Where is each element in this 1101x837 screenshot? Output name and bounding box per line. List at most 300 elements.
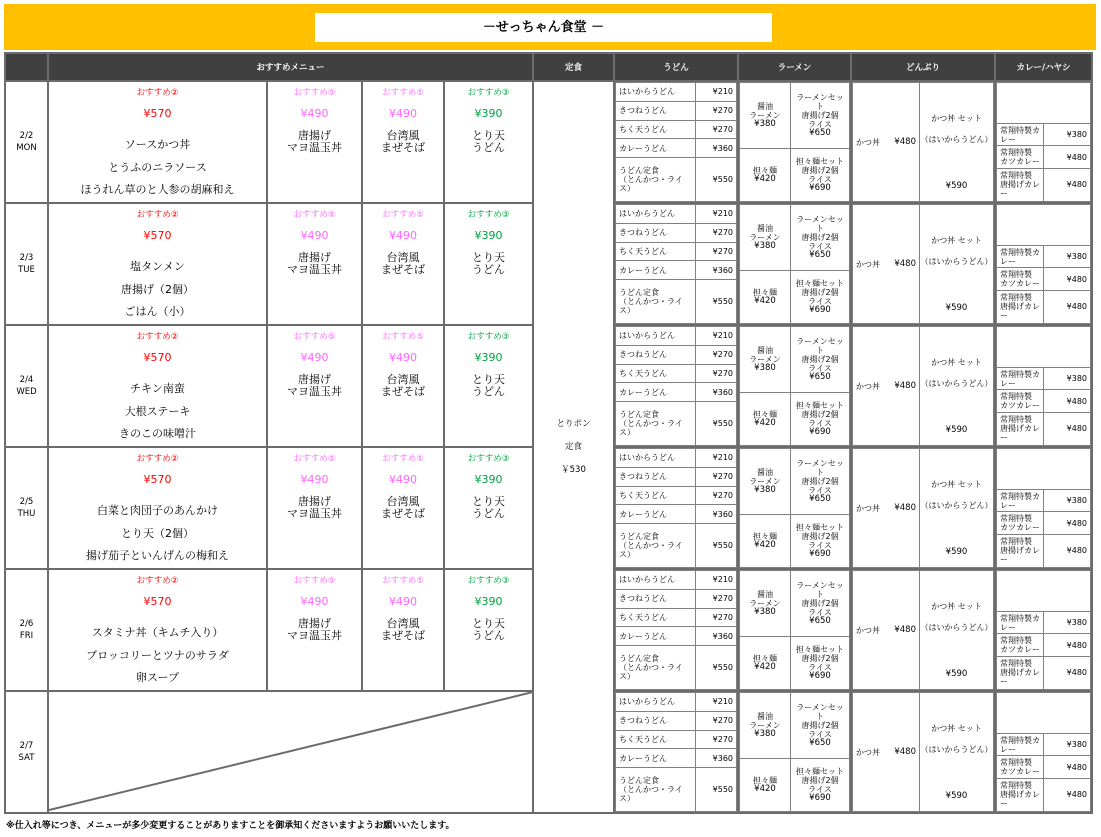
donburi-list [852, 692, 994, 812]
ramen-shoyu-l2: ラーメン [749, 232, 781, 242]
udon-price: ¥360 [696, 749, 737, 768]
recommend-side [268, 205, 361, 323]
header-teishoku: 定食 [533, 53, 614, 81]
recommend-side-cell [362, 325, 444, 447]
recommend-side-name [363, 130, 443, 154]
recommend-side [363, 449, 443, 567]
curry-price: ¥480 [1044, 146, 1091, 168]
udon-price: ¥210 [696, 693, 737, 712]
udon-cell [614, 691, 738, 813]
curry-name-line1: 常翔特製 [1000, 514, 1032, 524]
curry-row [997, 656, 1091, 689]
udon-price: ¥270 [696, 711, 737, 730]
ramen-cell [738, 81, 851, 203]
udon-row [616, 402, 737, 446]
ramen-shoyu-price: ¥380 [754, 728, 776, 739]
katsudon-set-name: かつ丼 セット [931, 114, 982, 123]
recommend-side-price: ¥490 [389, 595, 417, 608]
curry-row [997, 290, 1091, 323]
katsudon-line [856, 259, 916, 270]
katsudon-price: ¥480 [894, 380, 916, 391]
recommend-side-cell [444, 203, 533, 325]
recommend-side [268, 571, 361, 689]
ramen-row [740, 205, 850, 271]
recommend-side-cell [267, 81, 362, 203]
ramen-tantan-set-l2: 唐揚げ2個 [801, 531, 839, 541]
udon-name-line1: うどん定食 [619, 532, 659, 542]
udon-name [616, 402, 696, 446]
udon-name-line1: うどん定食 [619, 776, 659, 786]
curry-name-line1: 常翔特製カレー [1000, 735, 1040, 754]
curry-name [997, 756, 1044, 778]
katsudon-line [856, 625, 916, 636]
curry-blank [997, 449, 1091, 490]
ramen-shoyu-l1: 醤油 [757, 467, 773, 477]
curry-name [997, 268, 1044, 290]
ramen-cell [738, 691, 851, 813]
katsudon-set-price: ¥590 [945, 547, 968, 557]
teishoku-cell [533, 81, 614, 813]
ramen-tantan-set-l3: ライス [808, 296, 832, 306]
recommend-side-label: おすすめ⑤ [293, 210, 336, 220]
ramen-tantan-set-price: ¥690 [809, 426, 831, 437]
udon-name [616, 524, 696, 568]
curry-price: ¥480 [1044, 756, 1091, 778]
udon-row [616, 158, 737, 202]
ramen-tantan-set-l1: 担々麺セット [796, 522, 844, 532]
udon-name: ちく天うどん [616, 486, 696, 505]
ramen-ramen-set-l3: ライス [808, 363, 832, 373]
recommend-side-name-line2: マヨ温玉丼 [287, 507, 342, 520]
ramen-item-tantan-set [791, 514, 850, 567]
day-weekday: TUE [18, 265, 35, 275]
curry-name-line1: 常翔特製カレー [1000, 491, 1040, 510]
katsudon-name: かつ丼 [856, 625, 880, 635]
udon-name: はいからうどん [616, 327, 696, 346]
ramen-tantan-set-l2: 唐揚げ2個 [801, 775, 839, 785]
recommend-side-name-line1: 唐揚げ [298, 495, 331, 508]
udon-price: ¥550 [696, 158, 737, 202]
recommend-main-dishes [49, 378, 266, 446]
recommend-main-dish: 揚げ茄子といんげんの梅和え [86, 549, 229, 562]
curry-price: ¥380 [1044, 612, 1091, 634]
recommend-side-label: おすすめ⑤ [382, 210, 424, 220]
curry-name [997, 534, 1044, 567]
ramen-ramen-set-l1: ラーメンセット [796, 580, 844, 599]
ramen-tantan-set-l3: ライス [808, 540, 832, 550]
katsudon-price: ¥480 [894, 746, 916, 757]
curry-name-line1: 常翔特製 [1000, 636, 1032, 646]
day-date: 2/5 [19, 497, 34, 507]
ramen-item-ramen-set [791, 205, 850, 271]
ramen-ramen-set-l1: ラーメンセット [796, 214, 844, 233]
ramen-row [740, 449, 850, 515]
ramen-shoyu-l2: ラーメン [749, 598, 781, 608]
recommend-side-name-line2: マヨ温玉丼 [287, 141, 342, 154]
ramen-tantan-set-l2: 唐揚げ2個 [801, 287, 839, 297]
recommend-main [49, 327, 266, 445]
date-cell [5, 203, 48, 325]
ramen-ramen-set-l2: 唐揚げ2個 [801, 110, 839, 120]
recommend-side-name-line1: とり天 [472, 373, 505, 386]
curry-price: ¥380 [1044, 734, 1091, 756]
udon-name: はいからうどん [616, 693, 696, 712]
curry-price: ¥480 [1044, 390, 1091, 412]
ramen-tantan-set-price: ¥690 [809, 670, 831, 681]
curry-price: ¥480 [1044, 656, 1091, 689]
ramen-ramen-set-l3: ライス [808, 607, 832, 617]
ramen-row [740, 758, 850, 811]
udon-name: ちく天うどん [616, 120, 696, 139]
katsudon-name: かつ丼 [856, 259, 880, 269]
ramen-item-tantan [740, 514, 791, 567]
curry-name-line2: 唐揚げカレー [1000, 180, 1040, 199]
recommend-main-label: おすすめ② [136, 332, 179, 342]
ramen-item-tantan [740, 270, 791, 323]
katsudon-set-name: かつ丼 セット [931, 236, 982, 245]
ramen-tantan-set-l3: ライス [808, 418, 832, 428]
ramen-row [740, 148, 850, 201]
curry-row [997, 512, 1091, 534]
recommend-side-name [268, 252, 361, 276]
udon-name: ちく天うどん [616, 364, 696, 383]
ramen-item-tantan-set [791, 636, 850, 689]
curry-row [997, 390, 1091, 412]
date-cell [5, 447, 48, 569]
ramen-shoyu-l1: 醤油 [757, 345, 773, 355]
curry-name-line1: 常翔特製カレー [1000, 247, 1040, 266]
recommend-side-name [445, 374, 532, 398]
udon-name: カレーうどん [616, 627, 696, 646]
ramen-row [740, 327, 850, 393]
recommend-side-name-line1: 唐揚げ [298, 129, 331, 142]
recommend-side-price: ¥390 [474, 107, 503, 120]
curry-name-line1: 常翔特製 [1000, 415, 1032, 425]
katsudon-cell [853, 83, 920, 202]
curry-blank-row [997, 693, 1091, 734]
ramen-ramen-set-l2: 唐揚げ2個 [801, 232, 839, 242]
curry-cell [995, 447, 1092, 569]
recommend-main-dish: 唐揚げ（2個） [121, 282, 194, 296]
ramen-tantan-price: ¥420 [754, 539, 776, 550]
recommend-side-label: おすすめ⑤ [382, 332, 424, 342]
recommend-side-name-line2: うどん [472, 141, 505, 154]
curry-name-line2: 唐揚げカレー [1000, 424, 1040, 443]
curry-price: ¥480 [1044, 290, 1091, 323]
recommend-side-cell [362, 569, 444, 691]
curry-name-line1: 常翔特製 [1000, 270, 1032, 280]
curry-name [997, 734, 1044, 756]
recommend-main-cell [48, 325, 267, 447]
udon-row [616, 364, 737, 383]
recommend-main-label: おすすめ② [136, 88, 179, 98]
udon-name: カレーうどん [616, 383, 696, 402]
ramen-row [740, 270, 850, 323]
ramen-ramen-set-l3: ライス [808, 119, 832, 129]
curry-name-line2: 唐揚げカレー [1000, 668, 1040, 687]
header-ramen: ラーメン [738, 53, 851, 81]
ramen-item-ramen-set [791, 693, 850, 759]
recommend-side-price: ¥490 [300, 229, 329, 242]
ramen-row [740, 571, 850, 637]
recommend-main-label: おすすめ② [136, 576, 179, 586]
recommend-side-name-line1: とり天 [472, 251, 505, 264]
katsudon-set-cell [920, 449, 994, 568]
udon-name: はいからうどん [616, 205, 696, 224]
katsudon-set-price: ¥590 [945, 791, 968, 801]
curry-blank [997, 571, 1091, 612]
curry-row [997, 734, 1091, 756]
recommend-side-label: おすすめ⑤ [382, 88, 424, 98]
udon-row [616, 524, 737, 568]
recommend-side-name-line1: 台湾風 [386, 373, 420, 386]
ramen-tantan-price: ¥420 [754, 173, 776, 184]
udon-price: ¥360 [696, 383, 737, 402]
ramen-row [740, 693, 850, 759]
katsudon-set-name: かつ丼 セット [931, 358, 982, 367]
curry-name [997, 490, 1044, 512]
recommend-side-label: おすすめ⑤ [293, 454, 336, 464]
curry-name-line2: 唐揚げカレー [1000, 790, 1040, 809]
curry-name [997, 512, 1044, 534]
recommend-main-dishes [49, 500, 266, 568]
day-weekday: FRI [19, 631, 34, 641]
udon-row [616, 627, 737, 646]
curry-name-line2: カツカレー [1000, 645, 1040, 655]
ramen-tantan-set-l3: ライス [808, 784, 832, 794]
curry-name [997, 168, 1044, 201]
katsudon-price: ¥480 [894, 502, 916, 513]
katsudon-name: かつ丼 [856, 747, 880, 757]
udon-row [616, 646, 737, 690]
date-cell [5, 325, 48, 447]
udon-list [615, 448, 737, 568]
recommend-side [363, 571, 443, 689]
ramen-item-tantan-set [791, 758, 850, 811]
ramen-tantan-set-l2: 唐揚げ2個 [801, 653, 839, 663]
curry-name-line1: 常翔特製 [1000, 171, 1032, 181]
ramen-ramen-set-price: ¥650 [809, 371, 831, 382]
recommend-side-price: ¥390 [474, 595, 503, 608]
udon-price: ¥550 [696, 402, 737, 446]
recommend-side-name-line1: 台湾風 [386, 617, 420, 630]
donburi-cell [851, 203, 995, 325]
ramen-tantan-set-l3: ライス [808, 662, 832, 672]
recommend-side [363, 205, 443, 323]
udon-row [616, 589, 737, 608]
curry-name-line2: カツカレー [1000, 401, 1040, 411]
day-weekday: THU [17, 509, 36, 519]
donburi-cell [851, 81, 995, 203]
ramen-tantan-l1: 担々麺 [753, 165, 777, 175]
curry-name [997, 656, 1044, 689]
recommend-side-name-line1: 唐揚げ [298, 373, 331, 386]
ramen-ramen-set-price: ¥650 [809, 249, 831, 260]
day-date: 2/3 [19, 253, 34, 263]
day-date: 2/7 [19, 741, 34, 751]
ramen-tantan-price: ¥420 [754, 783, 776, 794]
date-cell [5, 691, 48, 813]
donburi-list [852, 448, 994, 568]
recommend-side-price: ¥490 [389, 473, 417, 486]
ramen-ramen-set-l1: ラーメンセット [796, 92, 844, 111]
curry-cell [995, 691, 1092, 813]
recommend-main-dish: ソースかつ丼 [124, 138, 191, 151]
recommend-side-name [268, 496, 361, 520]
recommend-side-cell [444, 81, 533, 203]
udon-cell [614, 447, 738, 569]
udon-price: ¥360 [696, 261, 737, 280]
curry-name-line2: カツカレー [1000, 767, 1040, 777]
recommend-side-price: ¥490 [389, 229, 417, 242]
ramen-ramen-set-l2: 唐揚げ2個 [801, 354, 839, 364]
udon-price: ¥270 [696, 345, 737, 364]
recommend-side-price: ¥490 [300, 473, 329, 486]
curry-row [997, 246, 1091, 268]
curry-list [996, 448, 1091, 568]
udon-cell [614, 569, 738, 691]
curry-cell [995, 81, 1092, 203]
day-weekday: SAT [18, 753, 35, 763]
udon-name: はいからうどん [616, 571, 696, 590]
udon-name: きつねうどん [616, 101, 696, 120]
udon-row [616, 749, 737, 768]
ramen-tantan-set-l1: 担々麺セット [796, 644, 844, 654]
katsudon-set-name: かつ丼 セット [931, 602, 982, 611]
udon-row [616, 768, 737, 812]
udon-list [615, 82, 737, 202]
curry-name-line2: 唐揚げカレー [1000, 546, 1040, 565]
recommend-side-name-line2: マヨ温玉丼 [287, 385, 342, 398]
udon-list [615, 692, 737, 812]
udon-row [616, 101, 737, 120]
donburi-list [852, 326, 994, 446]
recommend-main-dishes [49, 134, 266, 202]
recommend-side-cell [267, 569, 362, 691]
katsudon-line [856, 747, 916, 758]
curry-row [997, 756, 1091, 778]
udon-name: きつねうどん [616, 467, 696, 486]
udon-price: ¥360 [696, 139, 737, 158]
katsudon-set-cell [920, 693, 994, 812]
katsudon-price: ¥480 [894, 136, 916, 147]
udon-price: ¥270 [696, 608, 737, 627]
curry-blank-row [997, 449, 1091, 490]
day-date: 2/2 [19, 131, 34, 141]
recommend-side-name [445, 618, 532, 642]
donburi-row [853, 327, 994, 446]
udon-name-line2: （とんかつ・ライス） [619, 297, 683, 316]
donburi-cell [851, 691, 995, 813]
ramen-list [739, 326, 850, 446]
katsudon-price: ¥480 [894, 624, 916, 635]
udon-name: きつねうどん [616, 589, 696, 608]
curry-row [997, 412, 1091, 445]
udon-price: ¥360 [696, 505, 737, 524]
donburi-cell [851, 325, 995, 447]
recommend-main-dish: 塩タンメン [130, 260, 185, 273]
ramen-ramen-set-l1: ラーメンセット [796, 702, 844, 721]
recommend-main [49, 571, 266, 689]
katsudon-price: ¥480 [894, 258, 916, 269]
curry-name [997, 778, 1044, 811]
ramen-tantan-set-price: ¥690 [809, 182, 831, 193]
ramen-ramen-set-l3: ライス [808, 485, 832, 495]
udon-row [616, 571, 737, 590]
udon-name: きつねうどん [616, 223, 696, 242]
day-weekday: MON [16, 143, 37, 153]
recommend-side-name-line2: まぜそば [381, 263, 425, 276]
donburi-list [852, 204, 994, 324]
katsudon-set-sub: （はいからうどん） [920, 135, 993, 144]
curry-blank [997, 693, 1091, 734]
curry-price: ¥480 [1044, 412, 1091, 445]
ramen-tantan-set-price: ¥690 [809, 304, 831, 315]
recommend-side-name [445, 496, 532, 520]
recommend-main [49, 83, 266, 201]
udon-row [616, 280, 737, 324]
ramen-shoyu-l1: 醤油 [757, 223, 773, 233]
recommend-main-dish: 大根ステーキ [124, 404, 191, 418]
udon-name-line1: うどん定食 [619, 410, 659, 420]
curry-list [996, 570, 1091, 690]
udon-name [616, 646, 696, 690]
donburi-row [853, 83, 994, 202]
curry-name-line1: 常翔特製 [1000, 392, 1032, 402]
curry-price: ¥480 [1044, 268, 1091, 290]
udon-name: きつねうどん [616, 345, 696, 364]
recommend-side-name-line1: 台湾風 [386, 251, 420, 264]
ramen-item-shoyu [740, 83, 791, 149]
udon-name: ちく天うどん [616, 608, 696, 627]
recommend-side-name-line1: とり天 [472, 129, 505, 142]
recommend-main-dish: きのこの味噌汁 [119, 427, 196, 440]
curry-blank-row [997, 327, 1091, 368]
udon-price: ¥270 [696, 486, 737, 505]
recommend-side [445, 449, 532, 567]
udon-price: ¥270 [696, 730, 737, 749]
katsudon-line [856, 503, 916, 514]
udon-name-line2: （とんかつ・ライス） [619, 663, 683, 682]
udon-row [616, 449, 737, 468]
curry-name-line1: 常翔特製 [1000, 537, 1032, 547]
udon-list [615, 326, 737, 446]
recommend-side-name-line1: 唐揚げ [298, 617, 331, 630]
ramen-shoyu-l2: ラーメン [749, 110, 781, 120]
donburi-row [853, 205, 994, 324]
curry-name [997, 290, 1044, 323]
day-row [5, 81, 1092, 203]
recommend-side-label: おすすめ③ [467, 454, 510, 464]
udon-price: ¥550 [696, 280, 737, 324]
curry-row [997, 634, 1091, 656]
ramen-shoyu-l2: ラーメン [749, 720, 781, 730]
recommend-side-name-line2: うどん [472, 263, 505, 276]
curry-name-line1: 常翔特製 [1000, 758, 1032, 768]
katsudon-set-price: ¥590 [945, 669, 968, 679]
header-curry: カレー/ハヤシ [995, 53, 1092, 81]
donburi-row [853, 693, 994, 812]
curry-blank-row [997, 83, 1091, 124]
udon-list [615, 570, 737, 690]
udon-cell [614, 203, 738, 325]
udon-name-line1: うどん定食 [619, 288, 659, 298]
udon-name: はいからうどん [616, 449, 696, 468]
katsudon-line [856, 137, 916, 148]
curry-name-line2: カツカレー [1000, 523, 1040, 533]
recommend-main [49, 449, 266, 567]
udon-name: ちく天うどん [616, 730, 696, 749]
